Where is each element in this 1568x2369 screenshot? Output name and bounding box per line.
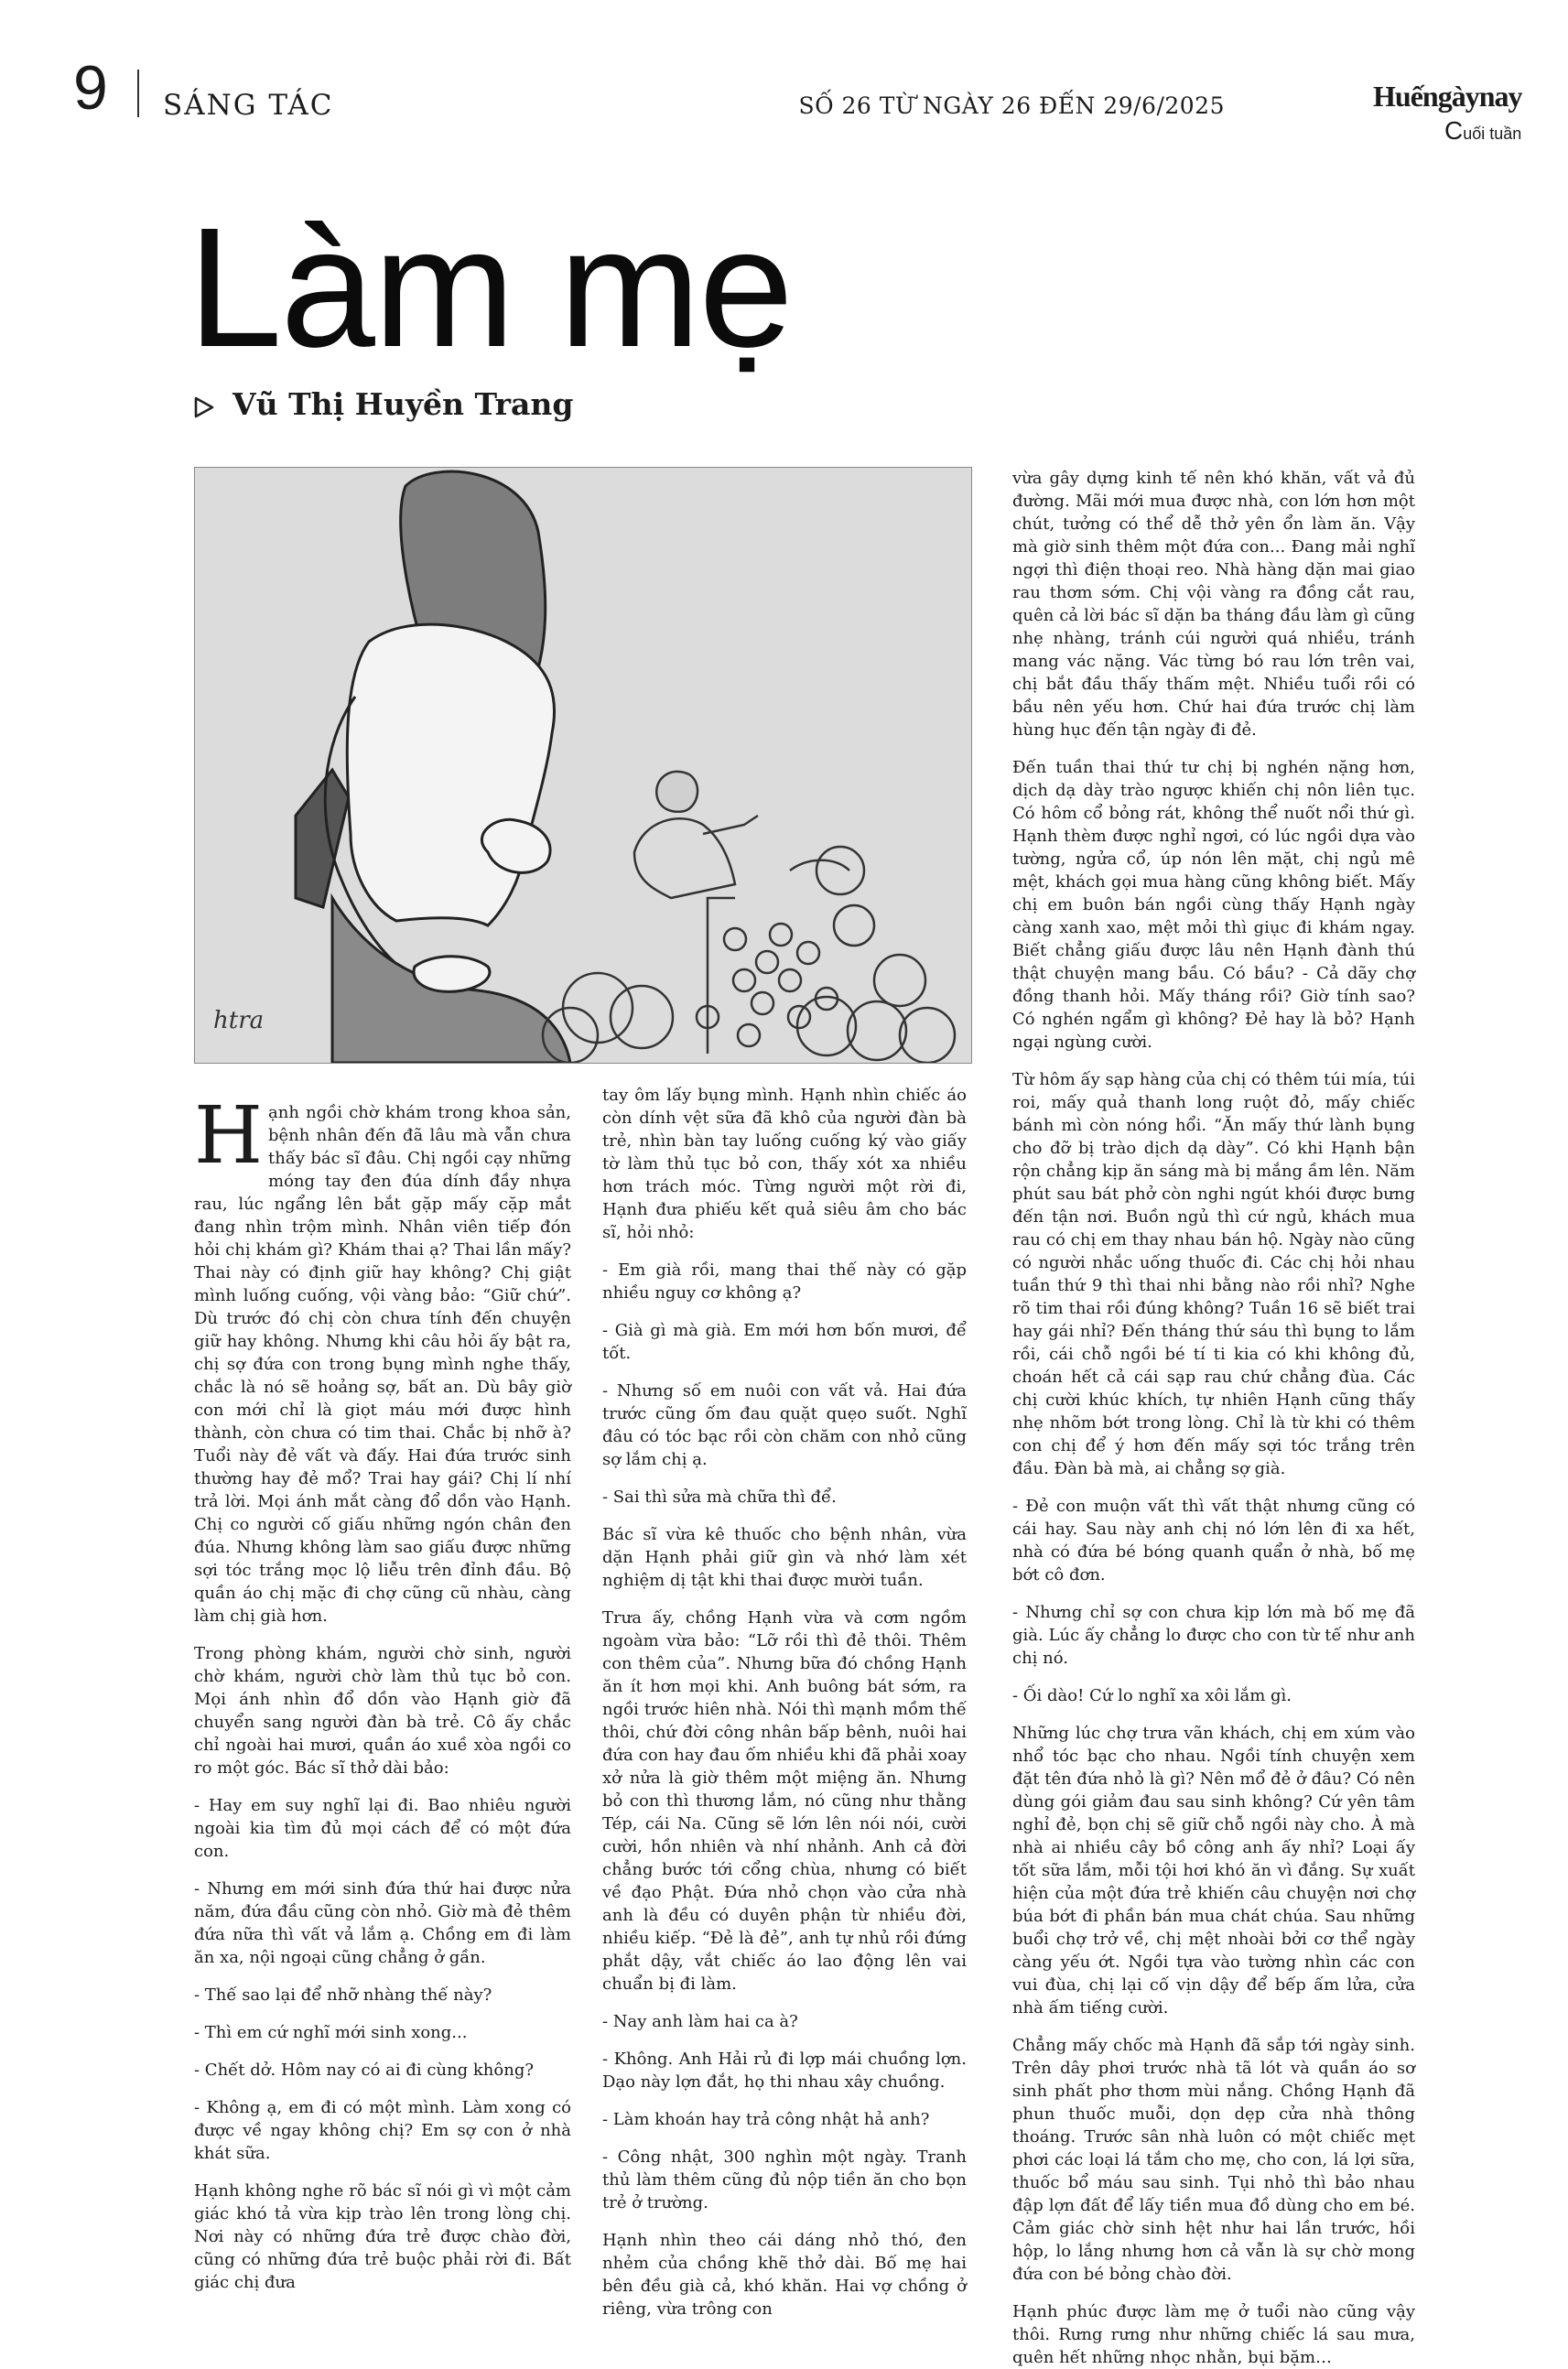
paragraph: Hạnh phúc được làm mẹ ở tuổi nào cũng vậy thôi. Rưng rưng như những chiếc lá sau mưa, quên hết những nhọc nhằn, bụi bặm… <box>1012 2302 1415 2367</box>
paragraph: Đến tuần thai thứ tư chị bị nghén nặng hơn, dịch dạ dày trào ngược khiến chị nôn liên tục. Có hôm cổ bỏng rát, không thể nuốt nổi thứ gì. Hạnh thèm được nghỉ ngơi, có lúc ngồi dựa vào tường, ngửa cổ, úp nón lên mặt, chị ngủ mê mệt, khách gọi mua hàng cũng không biết. Mấy chị em buôn bán ngồi cùng thấy Hạnh ngày càng xanh xao, mệt mỏi thì giục đi khám ngay. Biết chẳng giấu được lâu nên Hạnh đành thú thật chuyện mang bầu. Có bầu? - Cả dãy chợ đồng thanh hỏi. Mấy tháng rồi? Giờ tính sao? Có nghén ngẩm gì không? Đẻ hay là bỏ? Hạnh ngại ngùng cười. <box>1012 758 1415 1052</box>
paragraph: - Nhưng số em nuôi con vất vả. Hai đứa trước cũng ốm đau quặt quẹo suốt. Nghĩ đâu có tóc bạc rồi còn chăm con nhỏ cũng sợ lắm chị ạ. <box>602 1381 967 1469</box>
paragraph: - Nay anh làm hai ca à? <box>602 2012 798 2031</box>
article-column-2 <box>602 1084 967 2320</box>
section-label: SÁNG TÁC <box>163 89 334 122</box>
article-title: Làm mẹ <box>188 193 792 383</box>
illustration-signature: htra <box>213 1007 265 1034</box>
page-number: 9 <box>73 53 108 123</box>
logo-sub-text <box>1444 116 1522 145</box>
logo-sub-rest: uối tuần <box>1463 124 1522 143</box>
drop-cap: H <box>194 1090 263 1182</box>
paragraph: - Ối dào! Cứ lo nghĩ xa xôi lắm gì. <box>1012 1686 1292 1705</box>
logo-sub-cap: C <box>1444 116 1464 145</box>
paragraph: - Thế sao lại để nhỡ nhàng thế này? <box>194 1985 492 2005</box>
paragraph: - Không. Anh Hải rủ đi lợp mái chuồng lợn. Dạo này lợn đắt, họ thi nhau xây chuồng. <box>602 2050 967 2092</box>
paragraph: - Làm khoán hay trả công nhật hả anh? <box>602 2110 930 2129</box>
paragraph: Chẳng mấy chốc mà Hạnh đã sắp tới ngày sinh. Trên dây phơi trước nhà tã lót và quần áo sơ sinh phất phơ thơm mùi nắng. Chồng Hạnh đã phun thuốc muỗi, dọn dẹp cửa nhà thông thoáng. Trước sân nhà luôn có một chiếc mẹt phơi các loại lá tắm cho mẹ, cho con, lá lợi sữa, thuốc bổ máu sau sinh. Tụi nhỏ thì bảo nhau đập lợn đất để lấy tiền mua đồ dùng cho em bé. Cảm giác chờ sinh hệt như hai lần trước, hồi hộp, lo lắng nhưng hơn cả vẫn là sự chờ mong đứa con bé bỏng chào đời. <box>1012 2036 1415 2284</box>
article-column-3 <box>1012 467 1415 2369</box>
paragraph: - Không ạ, em đi có một mình. Làm xong có được về ngay không chị? Em sợ con ở nhà khát sữa. <box>194 2098 571 2163</box>
issue-info: SỐ 26 TỪ NGÀY 26 ĐẾN 29/6/2025 <box>798 92 1225 119</box>
paragraph: Trưa ấy, chồng Hạnh vừa và cơm ngồm ngoàm vừa bảo: “Lỡ rồi thì đẻ thôi. Thêm con thêm của”. Nhưng bữa đó chồng Hạnh ăn ít hơn mọi khi. Anh buông bát sớm, ra ngồi trước hiên nhà. Nói thì mạnh mồm thế thôi, chứ đời công nhân bấp bênh, nuôi hai đứa con hay đau ốm nhiều khi đã phải xoay xở nửa là giờ thêm một miệng ăn. Nhưng bỏ con thì thương lắm, nó cũng như thằng Tép, cái Na. Cũng sẽ lớn lên nói nói, cười cười, hồn nhiên và nhí nhảnh. Anh cả đời chẳng bước tới cổng chùa, nhưng có biết về đạo Phật. Đứa nhỏ chọn vào cửa nhà anh là đều có duyên phận từ nhiều đời, nhiều kiếp. “Đẻ là đẻ”, anh tự nhủ rồi đứng phắt dậy, vắt chiếc áo lao động lên vai chuẩn bị đi làm. <box>602 1608 967 1994</box>
paragraph: - Già gì mà già. Em mới hơn bốn mươi, để tốt. <box>602 1321 967 1363</box>
pregnant-woman-illustration <box>195 468 971 1063</box>
logo-main-text: Huếngàynay <box>1373 80 1522 113</box>
paragraph: Từ hôm ấy sạp hàng của chị có thêm túi mía, túi roi, mấy quả thanh long ruột đỏ, mấy chiếc bánh mì còn nóng hổi. “Ăn mấy thứ lành bụng cho đỡ bị trào dịch dạ dày”. Có khi Hạnh bận rộn chẳng kịp ăn sáng mà bị mắng ầm lên. Năm phút sau bát phở còn nghi ngút khói được bưng đến tận nơi. Buồn ngủ thì cứ ngủ, khách mua rau có chị em thay nhau bán hộ. Ngày nào cũng có người nhắc uống thuốc đi. Các chị hỏi nhau tuần thứ 9 thì thai nhi bằng nào rồi nhỉ? Nghe rõ tim thai rồi đúng không? Tuần 16 sẽ biết trai hay gái nhỉ? Đến tháng thứ sáu thì bụng to lắm rồi, cái chỗ ngồi bé tí ti kia có khi không đủ, choán hết cả cái sạp rau chứ chẳng đùa. Các chị cười khúc khích, tự nhiên Hạnh cũng thấy nhẹ nhõm bớt trong lòng. Chỉ là từ khi có thêm con chị để ý hơn đến mấy sợi tóc trắng trên đầu. Đàn bà mà, ai chẳng sợ già. <box>1012 1070 1415 1478</box>
author-name: Vũ Thị Huyền Trang <box>232 386 574 422</box>
paragraph: - Đẻ con muộn vất thì vất thật nhưng cũng có cái hay. Sau này anh chị nó lớn lên đi xa hết, nhà có đứa bé bóng quanh quẩn ở nhà, bố mẹ bớt cô đơn. <box>1012 1497 1415 1585</box>
paragraph: - Em già rồi, mang thai thế này có gặp nhiều nguy cơ không ạ? <box>602 1260 967 1303</box>
paragraph: Hạnh nhìn theo cái dáng nhỏ thó, đen nhẻm của chồng khẽ thở dài. Bố mẹ hai bên đều già cả, khó khăn. Hai vợ chồng ở riêng, vừa trông con <box>602 2231 967 2319</box>
paragraph: - Nhưng chỉ sợ con chưa kịp lớn mà bố mẹ đã già. Lúc ấy chẳng lo được cho con từ tế như anh chị nó. <box>1012 1603 1415 1668</box>
paragraph: Những lúc chợ trưa vãn khách, chị em xúm vào nhổ tóc bạc cho nhau. Ngồi tính chuyện xem đặt tên đứa nhỏ là gì? Nên mổ đẻ ở đâu? Có nên dùng gói giảm đau sau sinh không? Cứ yên tâm nghỉ đẻ, bọn chị sẽ giữ chỗ ngồi này cho. À mà nhà ai nhiều cây bồ công anh ấy nhỉ? Loại ấy tốt sữa lắm, mỗi tội hơi khó ăn vì đắng. Sự xuất hiện của một đứa trẻ khiến câu chuyện nơi chợ búa bớt đi phần bán mua chát chúa. Sau những buổi chợ trở về, chị mệt nhoài bởi cơ thể ngày càng yếu ớt. Ngồi tựa vào tường nhìn các con vui đùa, chị lại cố vịn dậy để bếp ấm lửa, cửa nhà ấm tiếng cười. <box>1012 1724 1415 2017</box>
paragraph: tay ôm lấy bụng mình. Hạnh nhìn chiếc áo còn dính vệt sữa đã khô của người đàn bà trẻ, nhìn bàn tay luống cuống ký vào giấy tờ làm thủ tục bỏ con, thấy xót xa nhiều hơn trách móc. Từng người một rời đi, Hạnh đưa phiếu kết quả siêu âm cho bác sĩ, hỏi nhỏ: <box>602 1086 967 1242</box>
paragraph: - Công nhật, 300 nghìn một ngày. Tranh thủ làm thêm cũng đủ nộp tiền ăn cho bọn trẻ ở trường. <box>602 2147 967 2212</box>
header-divider <box>137 70 139 117</box>
paragraph: vừa gây dựng kinh tế nên khó khăn, vất vả đủ đường. Mãi mới mua được nhà, con lớn hơn một chút, tưởng có thể dễ thở yên ổn làm ăn. Vậy mà giờ sinh thêm một đứa con... Đang mải nghĩ ngợi thì điện thoại reo. Nhà hàng dặn mai giao rau thơm sớm. Chị vội vàng ra đồng cắt rau, quên cả lời bác sĩ dặn ba tháng đầu làm gì cũng nhẹ nhàng, tránh cúi người quá nhiều, tránh mang vác nặng. Vác từng bó rau lớn trên vai, chị bắt đầu thấy thấm mệt. Nhiều tuổi rồi có bầu nên yếu hơn. Chứ hai đứa trước chị làm hùng hục đến tận ngày đi đẻ. <box>1012 469 1415 740</box>
paragraph: - Chết dở. Hôm nay có ai đi cùng không? <box>194 2061 535 2080</box>
paragraph: Hạnh không nghe rõ bác sĩ nói gì vì một cảm giác khó tả vừa kịp trào lên trong lòng chị. Nơi này có những đứa trẻ được chào đời, cũng có những đứa trẻ buộc phải rời đi. Bất giác chị đưa <box>194 2181 571 2292</box>
paragraph: Trong phòng khám, người chờ sinh, người chờ khám, người chờ làm thủ tục bỏ con. Mọi ánh nhìn đổ dồn vào Hạnh giờ đã chuyển sang người đàn bà trẻ. Cô ấy chắc chỉ ngoài hai mươi, quần áo xuề xòa ngồi co ro một góc. Bác sĩ thở dài bảo: <box>194 1644 571 1778</box>
paragraph <box>194 1090 571 1628</box>
paragraph: Bác sĩ vừa kê thuốc cho bệnh nhân, vừa dặn Hạnh phải giữ gìn và nhớ làm xét nghiệm dị tật khi thai được mười tuần. <box>602 1525 967 1590</box>
paragraph: - Thì em cứ nghĩ mới sinh xong... <box>194 2023 468 2042</box>
paragraph-text: ạnh ngồi chờ khám trong khoa sản, bệnh nhân đến đã lâu mà vẫn chưa thấy bác sĩ đâu. Chị ngồi cạy những móng tay đen đúa dính đầy nhựa rau, lúc ngẩng lên bắt gặp mấy cặp mắt đang nhìn trộm mình. Nhân viên tiếp đón hỏi chị khám gì? Khám thai ạ? Thai lần mấy? Thai này có định giữ hay không? Chị giật mình luống cuống, vội vàng bảo: “Giữ chứ”. Dù trước đó chị còn chưa tính đến chuyện giữ hay không. Nhưng khi câu hỏi ấy bật ra, chị sợ đứa con trong bụng mình nghe thấy, chắc là nó sẽ hoảng sợ, bất an. Dù bây giờ con mới chỉ là giọt máu mới được hình thành, còn chưa có tim thai. Chắc bị nhỡ à? Tuổi này đẻ vất và đấy. Hai đứa trước sinh thường hay đẻ mổ? Trai hay gái? Chị lí nhí trả lời. Mọi ánh mắt càng đổ dồn vào Hạnh. Chị co người cố giấu những ngón chân đen đúa. Nhưng không làm sao giấu được những sợi tóc trắng mọc lộ liễu trên đỉnh đầu. Bộ quần áo chị mặc đi chợ cũng cũ nhàu, càng làm chị già hơn. <box>194 1103 571 1626</box>
article-column-1 <box>194 1090 571 2294</box>
publication-logo <box>1373 80 1522 159</box>
triangle-bullet-icon <box>192 395 216 419</box>
paragraph: - Hay em suy nghĩ lại đi. Bao nhiêu người ngoài kia tìm đủ mọi cách để có một đứa con. <box>194 1796 571 1861</box>
paragraph: - Nhưng em mới sinh đứa thứ hai được nửa năm, đứa đầu cũng còn nhỏ. Giờ mà đẻ thêm đứa nữa thì vất vả lắm ạ. Chồng em đi làm ăn xa, nội ngoại cũng chẳng ở gần. <box>194 1879 571 1967</box>
article-illustration <box>194 467 972 1064</box>
paragraph: - Sai thì sửa mà chữa thì để. <box>602 1487 837 1507</box>
